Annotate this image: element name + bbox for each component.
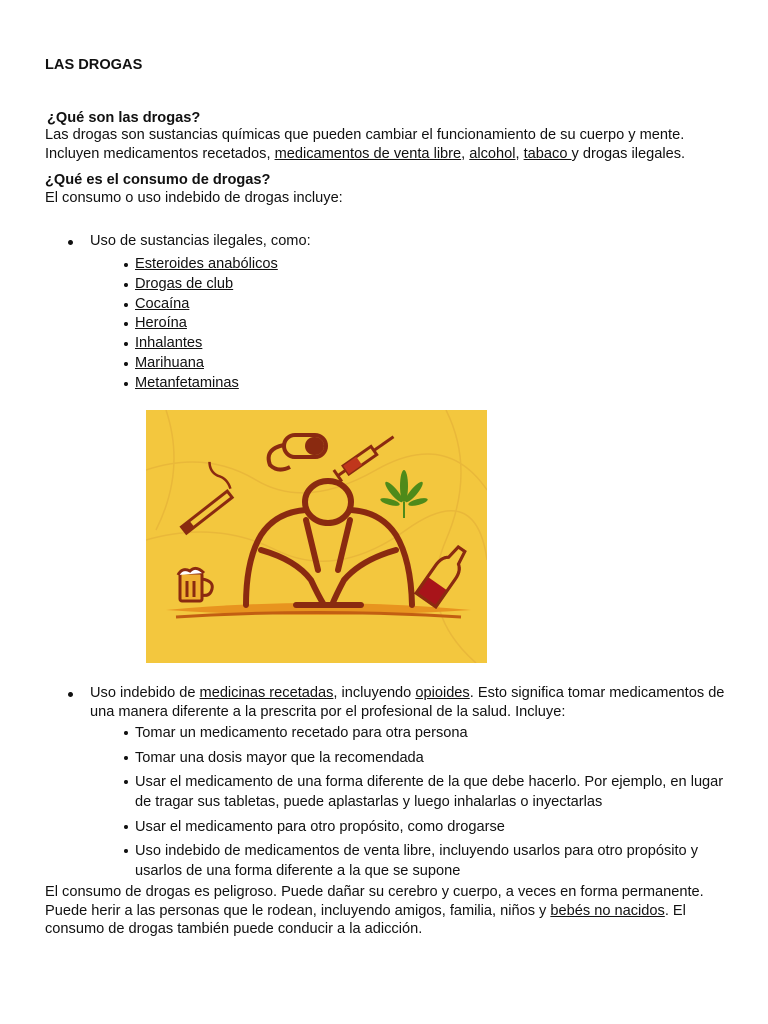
list-item — [122, 354, 278, 374]
paragraph-text: El consumo de drogas es peligroso. Puede dañar su cerebro y cuerpo, a veces en forma permanente. Puede herir a las personas que le rodean, incluyendo amigos, familia, niños y — [45, 884, 704, 919]
link-methamphetamines[interactable]: Metanfetaminas — [135, 374, 239, 391]
prescription-misuse-list — [122, 723, 732, 886]
bullet-illegal-substances: Uso de sustancias ilegales, como: — [90, 233, 311, 249]
illustration-svg — [146, 410, 487, 663]
list-item: Usar el medicamento para otro propósito, como drogarse — [122, 817, 732, 837]
link-unborn-babies[interactable]: bebés no nacidos — [550, 902, 665, 919]
list-item — [122, 314, 278, 334]
link-tobacco[interactable]: tabaco — [523, 146, 572, 163]
link-opioids[interactable]: opioides — [415, 685, 470, 701]
document-title: LAS DROGAS — [45, 57, 143, 73]
list-item: Uso indebido de medicamentos de venta libre, incluyendo usarlos para otro propósito y usarlos de una forma diferente a la que se supone — [122, 841, 732, 881]
list-item — [122, 295, 278, 315]
list-item — [122, 255, 278, 275]
paragraph-text: y drogas ilegales. — [571, 146, 686, 163]
link-anabolic-steroids[interactable]: Esteroides anabólicos — [135, 256, 278, 272]
illegal-substances-list — [122, 255, 278, 394]
link-inhalants[interactable]: Inhalantes — [135, 335, 203, 352]
link-cocaine[interactable]: Cocaína — [135, 295, 190, 312]
link-marijuana[interactable]: Marihuana — [135, 354, 204, 371]
link-prescription-medicines[interactable]: medicinas recetadas — [199, 685, 334, 701]
separator-text: , — [461, 146, 470, 163]
link-club-drugs[interactable]: Drogas de club — [135, 275, 234, 292]
paragraph-text: . Esto significa tomar medicamentos de una manera diferente a la prescrita por el profesional de la salud. Incluye: — [90, 685, 725, 721]
list-item: Tomar una dosis mayor que la recomendada — [122, 748, 732, 768]
bullet-disc-icon — [68, 240, 73, 245]
link-otc-medicines[interactable]: medicamentos de venta libre — [274, 146, 462, 163]
paragraph-text: . El consumo de drogas también puede conducir a la adicción. — [45, 902, 686, 937]
section-intro-drug-use: El consumo o uso indebido de drogas incluye: — [45, 190, 343, 206]
link-alcohol[interactable]: alcohol — [469, 146, 516, 163]
section-heading-drug-use: ¿Qué es el consumo de drogas? — [45, 172, 271, 188]
section-heading-what-are-drugs: ¿Qué son las drogas? — [47, 110, 201, 126]
list-item: Usar el medicamento de una forma diferente de la que debe hacerlo. Por ejemplo, en lugar de tragar sus tabletas, puede aplastarlas y luego inhalarlas o inyectarlas — [122, 772, 732, 812]
paragraph-text: Uso indebido de — [90, 685, 200, 701]
drug-use-illustration — [146, 410, 487, 663]
link-heroin[interactable]: Heroína — [135, 315, 187, 332]
bullet-disc-icon — [68, 692, 73, 697]
list-item — [122, 334, 278, 354]
paragraph-text: Las drogas son sustancias químicas que pueden cambiar el funcionamiento de su cuerpo y mente. Incluyen medicamentos recetados, — [45, 127, 685, 163]
paragraph-text: , incluyendo — [333, 685, 416, 701]
bullet-prescription-misuse — [90, 684, 730, 723]
separator-text: , — [515, 146, 524, 163]
list-item: Tomar un medicamento recetado para otra persona — [122, 723, 732, 743]
list-item — [122, 275, 278, 295]
section-paragraph-what-are-drugs — [45, 126, 735, 165]
list-item — [122, 374, 278, 394]
closing-paragraph — [45, 883, 735, 939]
